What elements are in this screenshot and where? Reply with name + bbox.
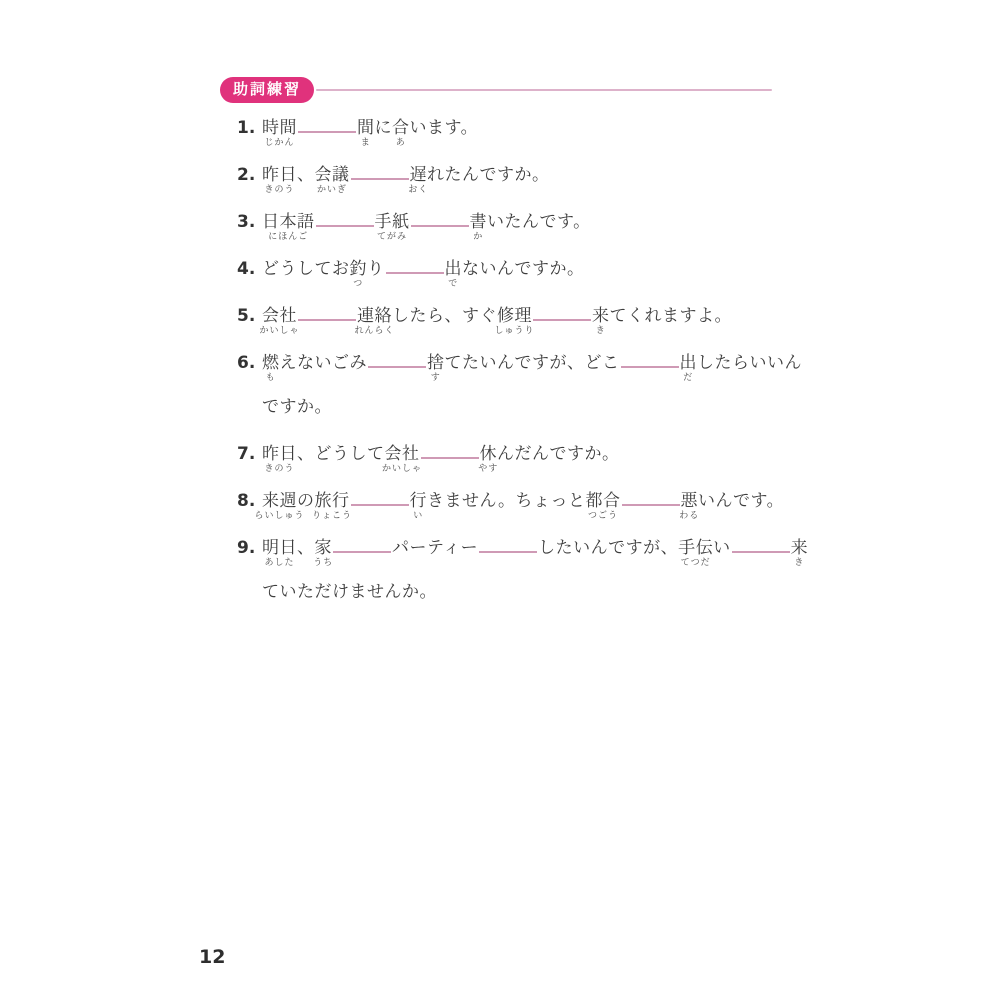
answer-blank [351,162,409,180]
furigana-text: も [265,373,276,383]
text-run: ないんですか。 [462,259,585,279]
exercise-item-7 [237,432,827,476]
kanji-with-furigana [410,153,428,197]
exercise-number: 9. [237,538,256,558]
kanji-with-furigana [354,294,395,338]
furigana-text: す [430,373,441,383]
furigana-text: らいしゅう [254,511,305,521]
furigana-text: おく [408,185,429,195]
kanji-text: 釣 [349,259,367,279]
kanji-with-furigana [262,341,280,385]
exercise-sentence [254,491,785,521]
exercise-item-8 [237,479,827,523]
text-run: えないごみ [279,353,367,373]
kanji-with-furigana [262,200,315,244]
furigana-text: き [595,326,606,336]
furigana-text: だ [683,373,694,383]
text-run: パーティー [392,538,479,558]
kanji-text: 都合 [585,491,621,511]
kanji-text: 捨 [427,353,445,373]
exercise-sentence [262,212,591,242]
text-run: り [367,259,385,279]
section-header [220,77,772,103]
exercise-sentence [262,118,479,148]
furigana-text: きのう [264,464,295,474]
kanji-with-furigana [791,526,809,570]
kanji-text: 書 [469,212,487,232]
answer-blank [622,488,680,506]
answer-blank [333,535,391,553]
furigana-text: ま [360,138,371,148]
text-run: んだんですか。 [497,444,620,464]
exercise-sentence [262,444,620,474]
kanji-text: 会社 [262,306,297,326]
exercise-number: 4. [237,259,256,279]
kanji-with-furigana [259,294,300,338]
kanji-with-furigana [678,526,713,570]
exercise-list [237,106,827,617]
kanji-with-furigana [262,106,297,150]
furigana-text: うち [313,558,334,568]
text-run: い [713,538,731,558]
kanji-text: 間 [357,118,375,138]
kanji-text: 行 [409,491,427,511]
kanji-text: 来 [592,306,610,326]
answer-blank [479,535,537,553]
page-number: 12 [199,946,226,968]
text-run: したいんですが、 [538,538,679,558]
kanji-text: 休 [479,444,497,464]
text-run: います。 [409,118,479,138]
furigana-text: じかん [264,138,295,148]
kanji-with-furigana [392,106,410,150]
furigana-text: てがみ [376,232,408,242]
kanji-text: 昨日 [262,444,297,464]
furigana-text: かいぎ [316,185,348,195]
kanji-with-furigana [680,341,698,385]
kanji-text: 昨日 [262,165,297,185]
answer-blank [386,256,444,274]
exercise-item-6 [237,341,827,429]
kanji-text: 会社 [384,444,420,464]
furigana-text: あ [395,138,406,148]
kanji-text: 出 [444,259,462,279]
kanji-with-furigana [445,247,463,291]
kanji-text: 来 [790,538,809,558]
kanji-text: 日本語 [262,212,315,232]
text-run: 、どうして [297,444,385,464]
answer-blank [411,209,469,227]
kanji-text: 悪 [680,491,699,511]
kanji-with-furigana [480,432,498,476]
exercise-number: 3. [237,212,256,232]
answer-blank [732,535,790,553]
exercise-number: 8. [237,491,256,511]
kanji-with-furigana [315,153,350,197]
text-run: ですか。 [262,397,332,417]
answer-blank [316,209,374,227]
kanji-text: 燃 [262,353,280,373]
furigana-text: れんらく [354,326,395,336]
exercise-number: 6. [237,353,256,373]
kanji-text: 会議 [314,165,350,185]
kanji-text: 遅 [409,165,427,185]
kanji-text: 時間 [262,118,297,138]
text-run: したら、すぐ [392,306,497,326]
text-run: きません。ちょっと [427,491,586,511]
kanji-text: 出 [679,353,697,373]
kanji-with-furigana [262,153,297,197]
exercise-item-3 [237,200,827,244]
kanji-with-furigana [357,106,375,150]
text-run: てたいんですが、どこ [444,353,620,373]
kanji-with-furigana [315,526,333,570]
furigana-text: てつだ [680,558,711,568]
section-badge: 助詞練習 [220,77,314,103]
furigana-text: きのう [264,185,295,195]
exercise-sentence [259,306,732,336]
kanji-with-furigana [262,432,297,476]
text-run: に [374,118,392,138]
furigana-text: つごう [588,511,619,521]
furigana-text: かいしゃ [381,464,423,474]
kanji-text: 合 [392,118,410,138]
furigana-text: りょこう [311,511,353,521]
exercise-sentence [262,538,808,602]
kanji-with-furigana [350,247,368,291]
answer-blank [298,303,356,321]
exercise-number: 7. [237,444,256,464]
exercise-number: 5. [237,306,256,326]
kanji-with-furigana [427,341,445,385]
header-rule-line [316,89,772,91]
text-run: したらいいん [697,353,802,373]
furigana-text: あした [264,558,295,568]
answer-blank [621,350,679,368]
answer-blank [533,303,591,321]
exercise-number: 1. [237,118,256,138]
answer-blank [368,350,426,368]
exercise-item-4 [237,247,827,291]
text-run: いたんです。 [487,212,591,232]
kanji-with-furigana [375,200,410,244]
furigana-text: やす [478,464,499,474]
text-run: どうしてお [262,259,350,279]
kanji-text: 連絡 [357,306,392,326]
kanji-with-furigana [681,479,699,523]
kanji-with-furigana [592,294,610,338]
exercise-sentence [262,353,802,417]
answer-blank [298,115,356,133]
kanji-with-furigana [410,479,428,523]
kanji-with-furigana [494,294,535,338]
kanji-text: 手伝 [678,538,714,558]
furigana-text: い [413,511,424,521]
kanji-with-furigana [381,432,423,476]
text-run: 、 [297,538,315,558]
furigana-text: で [448,279,459,289]
exercise-item-5 [237,294,827,338]
answer-blank [421,441,479,459]
exercise-item-1 [237,106,827,150]
answer-blank [351,488,409,506]
text-run: れたんですか。 [427,165,550,185]
kanji-with-furigana [254,479,305,523]
kanji-text: 修理 [497,306,532,326]
exercise-number: 2. [237,165,256,185]
furigana-text: しゅうり [494,326,535,336]
text-run: ていただけませんか。 [262,582,437,602]
kanji-text: 明日 [262,538,297,558]
exercise-sentence [262,165,550,195]
kanji-with-furigana [311,479,353,523]
furigana-text: き [794,558,805,568]
kanji-with-furigana [262,526,297,570]
text-run: てくれますよ。 [609,306,732,326]
kanji-with-furigana [470,200,488,244]
kanji-text: 来週 [262,491,297,511]
kanji-text: 家 [314,538,332,558]
text-run: いんです。 [698,491,785,511]
exercise-sentence [262,259,585,289]
exercise-item-2 [237,153,827,197]
kanji-with-furigana [586,479,621,523]
furigana-text: つ [353,279,364,289]
exercise-item-9 [237,526,827,614]
kanji-text: 旅行 [314,491,350,511]
text-run: 、 [297,165,315,185]
text-run: の [297,491,315,511]
furigana-text: かいしゃ [259,326,300,336]
kanji-text: 手紙 [374,212,410,232]
furigana-text: にほんご [268,232,309,242]
furigana-text: わる [679,511,700,521]
furigana-text: か [473,232,484,242]
